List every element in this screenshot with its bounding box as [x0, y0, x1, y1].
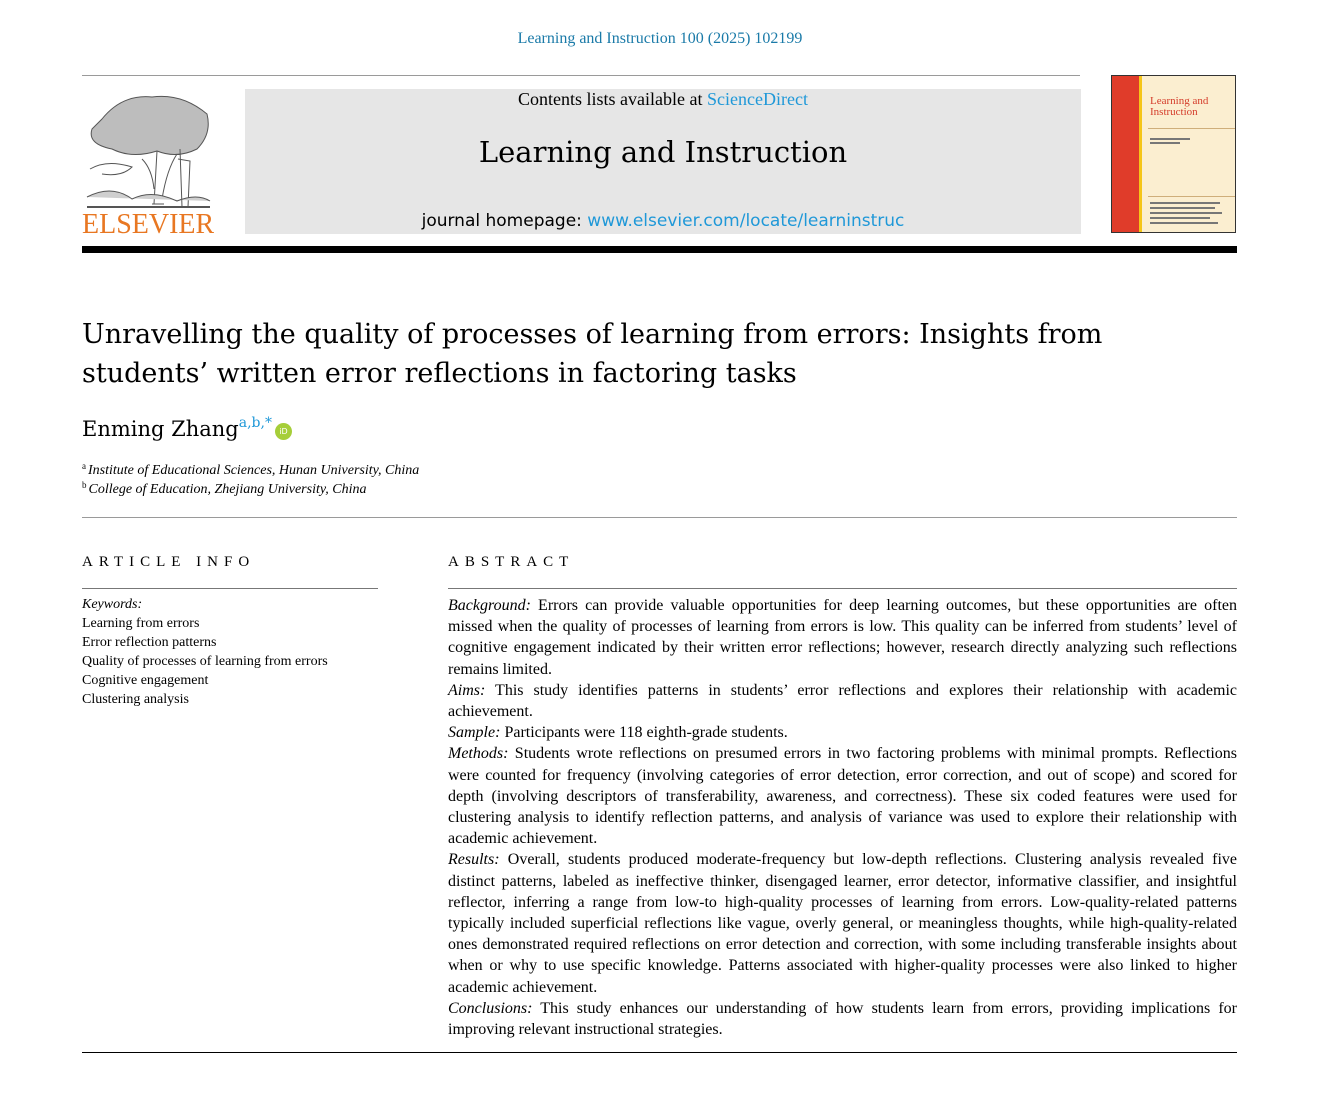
abstract-heading: ABSTRACT: [448, 554, 575, 570]
homepage-line: [245, 211, 1081, 231]
abstract-divider: [448, 588, 1237, 589]
cover-text-line: [1150, 138, 1190, 140]
cover-yellow-stripe: [1139, 76, 1142, 232]
keyword-item: Error reflection patterns: [82, 635, 217, 650]
keyword-item: Quality of processes of learning from errors: [82, 654, 328, 669]
homepage-link[interactable]: www.elsevier.com/locate/learninstruc: [587, 211, 905, 231]
cover-divider: [1148, 128, 1235, 129]
elsevier-logo[interactable]: [82, 89, 214, 235]
sciencedirect-link[interactable]: ScienceDirect: [707, 89, 808, 109]
abstract-aims: [448, 680, 1237, 722]
cover-divider: [1148, 196, 1235, 197]
publisher-wordmark: ELSEVIER: [82, 209, 214, 235]
header-divider: [82, 75, 1080, 76]
abstract-sample: [448, 722, 1237, 743]
section-text: This study enhances our understanding of how students learn from errors, providing implications for improving relevant instructional strategies.: [448, 999, 1237, 1039]
article-title: Unravelling the quality of processes of learning from errors: Insights from students’ written error reflections in factoring tasks: [82, 319, 1103, 389]
journal-citation[interactable]: Learning and Instruction 100 (2025) 102199: [517, 30, 803, 47]
section-label: Aims:: [448, 681, 486, 699]
section-label: Sample:: [448, 724, 501, 742]
author-line: [82, 415, 292, 441]
author-affiliation-marks[interactable]: a,b,*: [238, 415, 272, 431]
header-thick-rule: [82, 246, 1237, 253]
article-info-heading: ARTICLE INFO: [82, 554, 256, 570]
section-text: Students wrote reflections on presumed errors in two factoring problems with minimal prompts. Reflections were counted for frequency (involving categories of error detection, error correction, and out of scope) and scored for depth (involving descriptors of transferability, awareness, and correctness). These six coded features were used for clustering analysis to identify reflection patterns, and analysis of variance was used to explore their relationship with academic achievement.: [448, 745, 1237, 848]
journal-banner: [245, 89, 1081, 234]
cover-text-line: [1150, 217, 1210, 219]
keyword-item: Cognitive engagement: [82, 673, 209, 688]
section-label: Results:: [448, 851, 500, 869]
affiliation-text: Institute of Educational Sciences, Hunan University, China: [88, 463, 420, 478]
cover-text-line: [1150, 222, 1218, 224]
homepage-prefix: journal homepage:: [421, 211, 588, 231]
article-info-divider: [82, 588, 378, 589]
abstract-background: [448, 595, 1237, 680]
abstract-results: [448, 849, 1237, 997]
affiliation-b: [82, 480, 367, 498]
cover-text-line: [1150, 212, 1222, 214]
keywords-label: Keywords:: [82, 597, 143, 612]
section-label: Methods:: [448, 745, 509, 763]
affiliation-a: [82, 461, 419, 479]
contents-line: [245, 89, 1081, 110]
cover-text-line: [1150, 207, 1215, 209]
abstract-methods: [448, 743, 1237, 849]
section-divider: [82, 517, 1237, 518]
section-text: This study identifies patterns in students’ error reflections and explores their relationship with academic achievement.: [448, 681, 1237, 721]
journal-cover-thumbnail[interactable]: [1111, 75, 1236, 233]
abstract-bottom-rule: [82, 1052, 1237, 1053]
section-text: Overall, students produced moderate-frequency but low-depth reflections. Clustering analysis revealed five distinct patterns, labeled as ineffective thinker, disengaged learner, error detector, informative classifier, and insightful reflector, inferring a range from low-to high-quality processes of learning from errors. Low-quality-related patterns typically included superficial reflections like vague, overly general, or meaningless thoughts, while high-quality-related ones demonstrated required reflections on error detection and correction, with some including transferable insights about when or why to use specific knowledge. Patterns associated with higher-quality processes were also linked to higher academic achievement.: [448, 851, 1237, 996]
keyword-item: Learning from errors: [82, 616, 200, 631]
abstract-conclusions: [448, 998, 1237, 1040]
abstract-body: [448, 595, 1237, 1040]
section-text: Errors can provide valuable opportunities for deep learning outcomes, but these opportunities are often missed when the quality of processes of learning from errors is low. This quality can be inferred from students’ level of cognitive engagement indicated by their written error reflections; however, research directly analyzing such reflections remains limited.: [448, 597, 1237, 678]
cover-title: Learning and Instruction: [1150, 95, 1209, 118]
journal-title: Learning and Instruction: [478, 135, 848, 169]
author-name[interactable]: Enming Zhang: [82, 417, 239, 441]
section-label: Conclusions:: [448, 999, 533, 1017]
contents-prefix: Contents lists available at: [518, 89, 707, 109]
affiliation-mark: b: [82, 480, 87, 490]
cover-text-line: [1150, 202, 1220, 204]
cover-text-line: [1150, 142, 1180, 144]
affiliation-mark: a: [82, 461, 86, 471]
keywords-list: [82, 595, 328, 709]
affiliation-text: College of Education, Zhejiang University, China: [88, 482, 367, 497]
cover-red-band: [1112, 76, 1139, 232]
elsevier-tree-icon: [82, 89, 214, 235]
orcid-icon[interactable]: iD: [275, 423, 292, 440]
section-label: Background:: [448, 597, 531, 614]
section-text: Participants were 118 eighth-grade students.: [500, 724, 788, 742]
keyword-item: Clustering analysis: [82, 692, 189, 707]
